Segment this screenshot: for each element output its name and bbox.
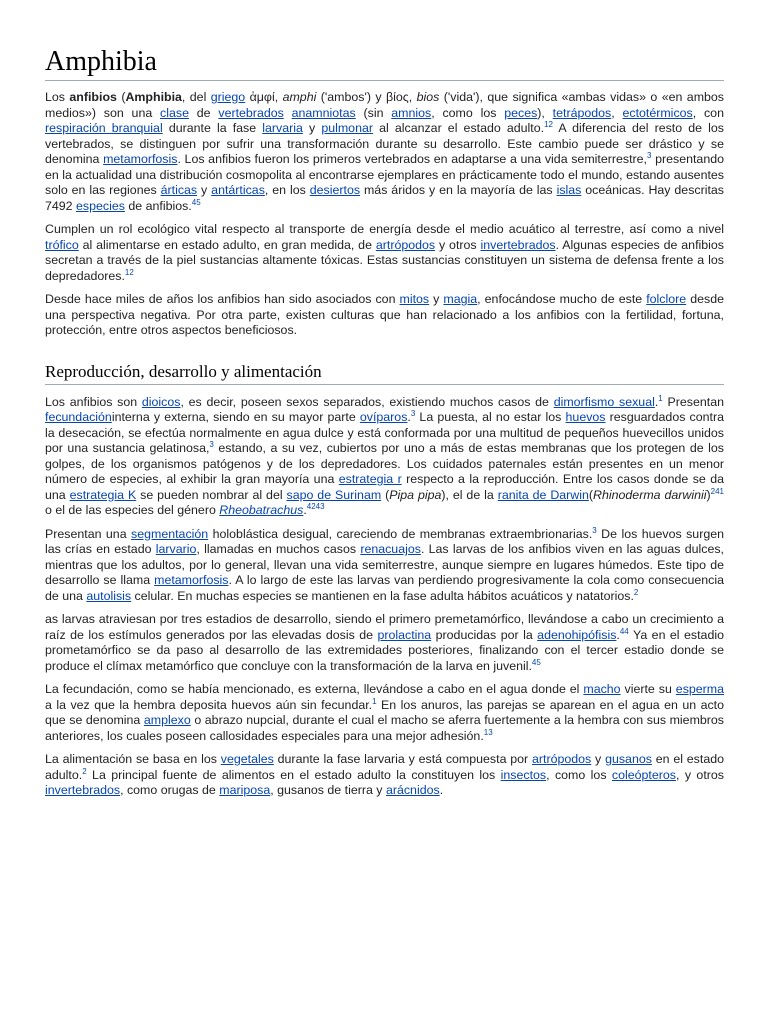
text-run: al alimentarse en estado adulto, en gran medida, de xyxy=(78,237,376,252)
link-dioicos[interactable]: dioicos xyxy=(141,394,181,409)
link-trofico[interactable]: trófico xyxy=(45,237,79,252)
text-run: . xyxy=(654,394,659,409)
text-run: . xyxy=(407,410,411,424)
citation-ref[interactable]: 2 xyxy=(82,766,87,776)
link-segmentacion[interactable]: segmentación xyxy=(131,526,209,541)
text-run: . xyxy=(439,783,444,797)
link-fecundacion[interactable]: fecundación xyxy=(45,410,112,424)
link-respiracion-branquial[interactable]: respiración branquial xyxy=(45,121,163,135)
text-run: . A lo largo de este las larvas van perdiendo progresivamente la cola como consecuencia de una xyxy=(45,573,724,603)
text-run: resguardados contra la desecación, se efectúa normalmente en agua dulce y está conformada por una multitud de pequeños huevecillos unidos por una sustancia gelatinosa, xyxy=(45,410,724,455)
text-run: a la vez que la hembra deposita huevos aún sin fecundar. xyxy=(45,697,373,712)
text-run: en el estado adulto. xyxy=(45,752,724,782)
link-esperma[interactable]: esperma xyxy=(675,682,725,696)
link-mitos[interactable]: mitos xyxy=(399,292,430,306)
text-run: as larvas atraviesan por tres estadios de desarrollo, siendo el primero premetamórfico, llevándose a cabo un crecimiento a raíz de los estímulos generados por las elevadas dosis de xyxy=(45,612,724,642)
text-run: , y otros xyxy=(675,767,724,782)
section-paragraph-1 xyxy=(45,395,724,519)
italic-term: bios xyxy=(416,90,440,104)
text-run: Desde hace miles de años los anfibios han sido asociados con xyxy=(45,292,400,306)
link-clase[interactable]: clase xyxy=(160,105,189,120)
text-run: interna y externa, siendo en su mayor parte xyxy=(111,410,360,424)
text-run: estando, a su vez, cubiertos por uno a más de estas membranas que los protegen de los golpes, de los organismos patógenos y de los depredadores. Los cuidados paternales están presentes en un menor número de especies, al exhibir la gran mayoría una xyxy=(45,441,724,486)
citation-sup xyxy=(634,587,638,596)
text-run: presentando en la actualidad una distribución cosmopolita al encontrarse ejemplares en prácticamente todo el mundo, estando ausentes solo en las regiones xyxy=(45,152,724,197)
link-vegetales[interactable]: vegetales xyxy=(220,752,274,766)
link-oviparos[interactable]: ovíparos xyxy=(359,410,408,424)
text-run: . xyxy=(616,627,620,642)
text-run: desde una perspectiva negativa. Por otra parte, existen culturas que han relacionado a los anfibios con la fertilidad, fortuna, protección, entre otros aspectos beneficiosos. xyxy=(45,292,724,337)
text-run: o el de las especies del género xyxy=(45,503,220,517)
citation-ref[interactable]: 4243 xyxy=(306,501,325,511)
text-run: , con xyxy=(692,105,724,120)
section-paragraph-2 xyxy=(45,527,724,605)
text-run: La puesta, al no estar los xyxy=(415,410,566,424)
bold-term: anfibios xyxy=(69,90,117,104)
text-run: durante la fase larvaria y está compuesta por xyxy=(273,752,532,766)
text-run: Cumplen un rol ecológico vital respecto al transporte de energía desde el medio acuático al terrestre, así como a nivel xyxy=(45,222,724,236)
link-metamorfosis[interactable]: metamorfosis xyxy=(154,573,229,587)
italic-term: amphi xyxy=(282,90,317,104)
link-tetrapodos[interactable]: tetrápodos xyxy=(552,105,612,120)
text-run: , gusanos de tierra y xyxy=(270,783,386,797)
citation-ref[interactable]: 3 xyxy=(592,525,597,535)
text-run: ( xyxy=(381,487,390,502)
link-coleopteros[interactable]: coleópteros xyxy=(611,767,676,782)
text-run: y xyxy=(591,752,606,766)
link-pulmonar[interactable]: pulmonar xyxy=(321,121,373,135)
text-run: ) xyxy=(706,487,711,502)
text-run: , llamadas en muchos casos xyxy=(196,542,361,556)
lead-paragraph-2 xyxy=(45,222,724,284)
text-run: . Los anfibios fueron los primeros vertebrados en adaptarse a una vida semiterrestre, xyxy=(177,152,647,166)
text-run: ('ambos') y βίος, xyxy=(316,90,417,104)
link-invertebrados[interactable]: invertebrados xyxy=(480,237,556,252)
link-articas[interactable]: árticas xyxy=(160,183,198,197)
section-paragraph-5 xyxy=(45,752,724,799)
link-invertebrados[interactable]: invertebrados xyxy=(45,783,121,797)
text-run: , es decir, poseen sexos separados, existiendo muchos casos de xyxy=(180,394,554,409)
section-paragraph-3 xyxy=(45,612,724,674)
link-griego[interactable]: griego xyxy=(210,90,246,104)
citation-ref[interactable]: 2 xyxy=(633,587,639,597)
text-run: más áridos y en la mayoría de las xyxy=(360,183,557,197)
text-run: , como los xyxy=(546,767,612,782)
link-adenohipofisis[interactable]: adenohipófisis xyxy=(537,627,617,642)
link-amplexo[interactable]: amplexo xyxy=(143,713,191,727)
section-heading-wrap xyxy=(45,359,724,385)
text-run: durante la fase xyxy=(162,121,263,135)
text-run: holoblástica desigual, careciendo de membranas extraembrionarias. xyxy=(208,526,593,541)
text-run: . Algunas especies de anfibios secretan a través de la piel sustancias altamente tóxicas. Estas sustancias constituyen un sistema de defensa frente a los depredadores. xyxy=(45,237,724,283)
text-run: ( xyxy=(116,90,126,104)
link-magia[interactable]: magia xyxy=(443,292,478,306)
link-larvario[interactable]: larvario xyxy=(155,542,197,556)
text-run: (sin xyxy=(355,105,392,120)
text-run: , xyxy=(611,105,623,120)
text-run: ( xyxy=(588,487,594,502)
link-artropodos[interactable]: artrópodos xyxy=(375,237,436,252)
link-estrategia-k[interactable]: estrategia K xyxy=(69,487,137,502)
text-run: y xyxy=(197,183,212,197)
link-amnios[interactable]: amnios xyxy=(391,105,432,120)
citation-ref[interactable]: 44 xyxy=(619,626,629,636)
lead-paragraph-1 xyxy=(45,90,724,214)
text-run: al alcanzar el estado adulto. xyxy=(372,121,545,135)
citation-sup xyxy=(484,727,493,736)
text-run: de xyxy=(188,105,219,120)
link-anamniotas[interactable]: anamniotas xyxy=(291,105,356,120)
link-rheobatrachus[interactable]: Rheobatrachus xyxy=(219,503,304,517)
text-run: , enfocándose mucho de este xyxy=(477,292,647,306)
text-run: La alimentación se basa en los xyxy=(45,752,221,766)
italic-term: Pipa pipa xyxy=(389,487,442,502)
text-run: ἀμφί, xyxy=(245,90,283,104)
text-run: La principal fuente de alimentos en el estado adulto la constituyen los xyxy=(86,767,501,782)
text-run: producidas por la xyxy=(431,627,538,642)
link-larvaria[interactable]: larvaria xyxy=(262,121,303,135)
link-peces[interactable]: peces xyxy=(504,105,538,120)
text-run: de anfibios. xyxy=(124,198,192,213)
link-artropodos[interactable]: artrópodos xyxy=(532,752,592,766)
text-run: ), xyxy=(537,105,553,120)
text-run: celular. En muchas especies se mantienen en la fase adulta hábitos acuáticos y natatorios. xyxy=(131,588,634,603)
text-run: Presentan una xyxy=(45,526,132,541)
text-run: La fecundación, como se había mencionado, es externa, llevándose a cabo en el agua donde el xyxy=(45,682,584,696)
link-dimorfismo-sexual[interactable]: dimorfismo sexual xyxy=(553,394,655,409)
text-run: o abrazo nupcial, durante el cual el macho se aferra fuertemente a la hembra con sus miembros anteriores, los cuales poseen callosidades especiales para una mejor adhesión. xyxy=(45,713,724,743)
citation-sup xyxy=(125,267,134,276)
citation-sup xyxy=(532,657,541,666)
bold-term: Amphibia xyxy=(125,90,182,104)
link-ectotermicos[interactable]: ectotérmicos xyxy=(622,105,693,120)
text-run: , como orugas de xyxy=(120,783,220,797)
text-run: ('vida'), que significa «ambas vidas» o «en ambos medios») son una xyxy=(45,90,724,120)
citation-ref[interactable]: 1 xyxy=(372,696,377,706)
text-run xyxy=(284,106,292,120)
section-paragraph-4 xyxy=(45,682,724,744)
citation-ref[interactable]: 241 xyxy=(710,486,724,496)
text-run: y xyxy=(429,292,444,306)
text-run: Los xyxy=(45,90,70,104)
citation-ref[interactable]: 3 xyxy=(209,439,214,449)
text-run: respecto a la reproducción. Entre los casos donde se da una xyxy=(45,472,724,502)
text-run: Los anfibios son xyxy=(45,394,142,409)
text-run: ), el de la xyxy=(441,487,498,502)
link-sapo-de-surinam[interactable]: sapo de Surinam xyxy=(286,487,382,502)
link-prolactina[interactable]: prolactina xyxy=(377,627,432,642)
citation-ref[interactable]: 45 xyxy=(531,657,541,667)
link-gusanos[interactable]: gusanos xyxy=(605,752,652,766)
text-run: Presentan xyxy=(662,394,724,409)
lead-paragraph-3 xyxy=(45,292,724,339)
citation-ref[interactable]: 12 xyxy=(544,119,553,129)
link-renacuajos[interactable]: renacuajos xyxy=(360,542,421,556)
link-vertebrados[interactable]: vertebrados xyxy=(218,105,284,120)
text-run: oceánicas. Hay descritas 7492 xyxy=(45,183,724,213)
citation-ref[interactable]: 12 xyxy=(124,267,134,277)
text-run: , en los xyxy=(264,183,310,197)
text-run: se pueden nombrar al del xyxy=(136,487,287,502)
link-estrategia-r[interactable]: estrategia r xyxy=(338,472,402,486)
citation-ref[interactable]: 3 xyxy=(410,408,416,418)
link-macho[interactable]: macho xyxy=(583,682,621,696)
link-metamorfosis[interactable]: metamorfosis xyxy=(103,152,178,166)
link-ranita-de-darwin[interactable]: ranita de Darwin xyxy=(497,487,589,502)
link-aracnidos[interactable]: arácnidos xyxy=(385,783,440,797)
text-run: En los anuros, las parejas se aparean en el agua en un acto que se denomina xyxy=(45,697,724,727)
citation-ref[interactable]: 1 xyxy=(658,393,663,403)
link-especies[interactable]: especies xyxy=(76,198,125,213)
link-antarticas[interactable]: antárticas xyxy=(211,183,265,197)
link-folclore[interactable]: folclore xyxy=(646,292,687,306)
text-run: . xyxy=(303,503,307,517)
page-title: Amphibia xyxy=(45,0,724,81)
link-insectos[interactable]: insectos xyxy=(500,767,547,782)
text-run: De los huevos surgen las crías en estado xyxy=(45,526,724,556)
citation-sup xyxy=(620,626,629,635)
text-run: , como los xyxy=(431,105,505,120)
link-huevos[interactable]: huevos xyxy=(565,410,606,424)
citation-sup xyxy=(544,120,553,129)
text-run: A diferencia del resto de los vertebrados, se distinguen por sufrir una transformación durante su desarrollo. Este cambio puede ser drástico y se denomina xyxy=(45,121,724,166)
text-run: y xyxy=(302,121,322,135)
text-run: . Las larvas de los anfibios viven en las aguas dulces, mientras que los adultos, por lo general, llevan una vida semiterrestre, aunque siempre en lugares húmedos. Este tipo de desarrollo se llama xyxy=(45,542,724,587)
citation-ref[interactable]: 45 xyxy=(191,197,201,207)
citation-ref[interactable]: 3 xyxy=(646,150,652,160)
link-mariposa[interactable]: mariposa xyxy=(219,783,271,797)
citation-sup xyxy=(307,502,325,511)
citation-sup xyxy=(711,486,724,495)
citation-sup xyxy=(192,197,201,206)
text-run: vierte su xyxy=(620,682,676,696)
citation-ref[interactable]: 13 xyxy=(483,727,493,737)
text-run: y otros xyxy=(435,237,481,252)
section-heading: Reproducción, desarrollo y alimentación xyxy=(45,359,724,385)
link-islas[interactable]: islas xyxy=(556,183,582,197)
text-run: , del xyxy=(181,90,211,104)
link-autolisis[interactable]: autolisis xyxy=(86,588,132,603)
text-run: Ya en el estadio prometamórfico se da paso al desarrollo de las extremidades posteriores, finalizando con el tercer estadio donde se produce el clímax metamórfico que concluye con la transformación de la larva en juvenil. xyxy=(45,627,724,673)
link-desiertos[interactable]: desiertos xyxy=(309,183,361,197)
italic-term: Rhinoderma darwinii xyxy=(593,487,707,502)
